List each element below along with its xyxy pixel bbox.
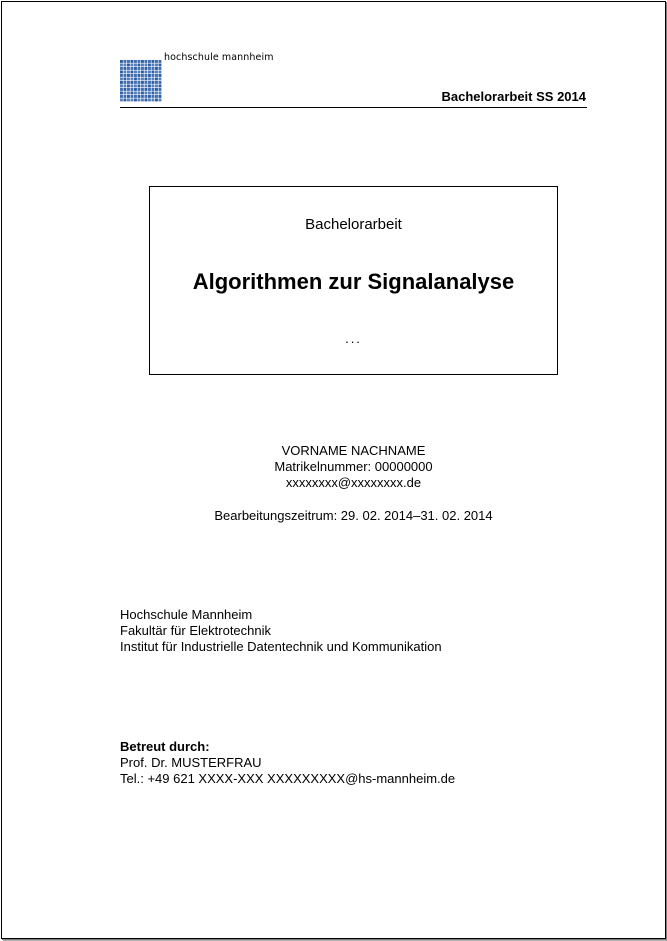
logo-cell (127, 99, 130, 102)
author-block (120, 443, 587, 491)
logo-cell (134, 99, 137, 102)
logo-cell (155, 99, 158, 102)
logo-cell (152, 99, 155, 102)
logo-cell (120, 78, 123, 81)
logo-cell (159, 99, 162, 102)
logo-cell (127, 78, 130, 81)
logo-cell (131, 99, 134, 102)
logo-cell (120, 85, 123, 88)
logo-cell (159, 85, 162, 88)
logo-cell (141, 71, 144, 74)
logo-cell (131, 78, 134, 81)
logo-cell (134, 67, 137, 70)
logo-cell (120, 95, 123, 98)
logo-cell (134, 81, 137, 84)
logo-cell (148, 60, 151, 63)
logo-cell (155, 88, 158, 91)
logo-cell (159, 60, 162, 63)
logo-cell (148, 78, 151, 81)
logo-cell (155, 85, 158, 88)
logo-cell (159, 67, 162, 70)
logo-cell (124, 64, 127, 67)
logo-cell (152, 74, 155, 77)
author-name: VORNAME NACHNAME (281, 443, 426, 458)
document-page (1, 1, 666, 939)
logo-cell (134, 74, 137, 77)
logo-cell (138, 92, 141, 95)
logo-cell (152, 95, 155, 98)
logo-cell (134, 92, 137, 95)
institution-block (120, 607, 442, 655)
logo-cell (148, 88, 151, 91)
logo-cell (124, 60, 127, 63)
logo-cell (155, 71, 158, 74)
logo-cell (138, 60, 141, 63)
logo-cell (155, 95, 158, 98)
logo-cell (131, 60, 134, 63)
logo-cell (141, 92, 144, 95)
logo-cell (131, 67, 134, 70)
logo-cell (152, 85, 155, 88)
logo-cell (148, 95, 151, 98)
logo-cell (134, 71, 137, 74)
logo-cell (155, 81, 158, 84)
logo-cell (159, 92, 162, 95)
logo-cell (159, 78, 162, 81)
logo-cell (148, 92, 151, 95)
logo-cell (120, 99, 123, 102)
logo-cell (120, 67, 123, 70)
logo-cell (148, 99, 151, 102)
logo-cell (148, 64, 151, 67)
logo-cell (134, 60, 137, 63)
logo-cell (138, 78, 141, 81)
logo-cell (120, 92, 123, 95)
logo-cell (127, 74, 130, 77)
university-logo-icon (120, 60, 162, 102)
logo-cell (120, 81, 123, 84)
logo-cell (127, 85, 130, 88)
logo-cell (134, 85, 137, 88)
logo-cell (141, 60, 144, 63)
logo-cell (141, 74, 144, 77)
logo-cell (152, 81, 155, 84)
logo-cell (124, 99, 127, 102)
logo-cell (141, 67, 144, 70)
university-logo-text: hochschule mannheim (164, 52, 274, 63)
logo-cell (134, 95, 137, 98)
logo-cell (131, 74, 134, 77)
logo-cell (127, 81, 130, 84)
logo-cell (120, 60, 123, 63)
logo-cell (141, 81, 144, 84)
logo-cell (120, 88, 123, 91)
logo-cell (120, 74, 123, 77)
logo-cell (155, 92, 158, 95)
logo-cell (141, 78, 144, 81)
logo-cell (131, 85, 134, 88)
logo-cell (131, 95, 134, 98)
logo-cell (127, 60, 130, 63)
logo-cell (145, 88, 148, 91)
thesis-title: Algorithmen zur Signalanalyse (192, 269, 515, 294)
logo-cell (141, 85, 144, 88)
logo-cell (155, 78, 158, 81)
logo-cell (141, 99, 144, 102)
logo-cell (148, 85, 151, 88)
processing-period: Bearbeitungszeitrum: 29. 02. 2014–31. 02. 2014 (214, 508, 493, 523)
logo-cell (145, 95, 148, 98)
logo-cell (155, 67, 158, 70)
logo-cell (124, 81, 127, 84)
logo-cell (145, 74, 148, 77)
logo-cell (134, 88, 137, 91)
logo-cell (152, 60, 155, 63)
logo-cell (124, 85, 127, 88)
logo-cell (141, 88, 144, 91)
logo-cell (152, 88, 155, 91)
logo-cell (141, 95, 144, 98)
logo-cell (159, 95, 162, 98)
logo-cell (155, 74, 158, 77)
logo-cell (145, 71, 148, 74)
logo-cell (134, 64, 137, 67)
logo-cell (124, 67, 127, 70)
logo-cell (145, 85, 148, 88)
logo-cell (131, 64, 134, 67)
logo-cell (124, 74, 127, 77)
logo-cell (159, 64, 162, 67)
logo-cell (127, 92, 130, 95)
logo-cell (124, 92, 127, 95)
logo-cell (134, 78, 137, 81)
logo-cell (127, 67, 130, 70)
thesis-subtitle: ... (345, 331, 362, 346)
logo-cell (138, 85, 141, 88)
logo-cell (138, 99, 141, 102)
logo-cell (148, 67, 151, 70)
logo-cell (148, 71, 151, 74)
logo-cell (127, 71, 130, 74)
logo-cell (131, 71, 134, 74)
supervision-block (120, 739, 455, 787)
logo-cell (138, 67, 141, 70)
logo-cell (120, 64, 123, 67)
logo-cell (138, 88, 141, 91)
author-email: xxxxxxxx@xxxxxxxx.de (285, 475, 422, 490)
logo-cell (159, 81, 162, 84)
supervisor-name: Prof. Dr. MUSTERFRAU (120, 755, 262, 770)
logo-cell (124, 71, 127, 74)
logo-cell (127, 95, 130, 98)
logo-cell (152, 64, 155, 67)
logo-cell (155, 60, 158, 63)
logo-cell (152, 71, 155, 74)
thesis-type: Bachelorarbeit (305, 216, 402, 233)
logo-cell (148, 81, 151, 84)
logo-cell (138, 81, 141, 84)
logo-cell (131, 81, 134, 84)
logo-cell (145, 99, 148, 102)
logo-cell (124, 88, 127, 91)
title-box (149, 186, 558, 375)
logo-cell (145, 60, 148, 63)
logo-cell (145, 67, 148, 70)
logo-cell (145, 92, 148, 95)
logo-cell (120, 71, 123, 74)
logo-cell (131, 92, 134, 95)
supervisor-contact: Tel.: +49 621 XXXX-XXX XXXXXXXXX@hs-mannheim.de (120, 771, 456, 786)
logo-cell (155, 64, 158, 67)
logo-cell (138, 71, 141, 74)
university-name: Hochschule Mannheim (120, 607, 253, 622)
logo-cell (127, 88, 130, 91)
logo-cell (145, 64, 148, 67)
logo-cell (159, 88, 162, 91)
logo-cell (124, 95, 127, 98)
logo-cell (152, 92, 155, 95)
logo-cell (124, 78, 127, 81)
logo-cell (138, 95, 141, 98)
logo-cell (159, 74, 162, 77)
logo-cell (141, 64, 144, 67)
logo-cell (131, 88, 134, 91)
supervision-heading: Betreut durch: (120, 739, 210, 754)
author-matriculation: Matrikelnummer: 00000000 (274, 459, 433, 474)
logo-cell (138, 74, 141, 77)
logo-cell (145, 78, 148, 81)
institute-name: Institut für Industrielle Datentechnik und Kommunikation (120, 639, 442, 654)
logo-cell (152, 67, 155, 70)
logo-cell (148, 74, 151, 77)
logo-cell (138, 64, 141, 67)
logo-cell (127, 64, 130, 67)
faculty-name: Fakultär für Elektrotechnik (120, 623, 272, 638)
thesis-term-label: Bachelorarbeit SS 2014 (441, 89, 586, 104)
logo-cell (145, 81, 148, 84)
logo-cell (159, 71, 162, 74)
header-rule (120, 107, 587, 108)
logo-cell (152, 78, 155, 81)
